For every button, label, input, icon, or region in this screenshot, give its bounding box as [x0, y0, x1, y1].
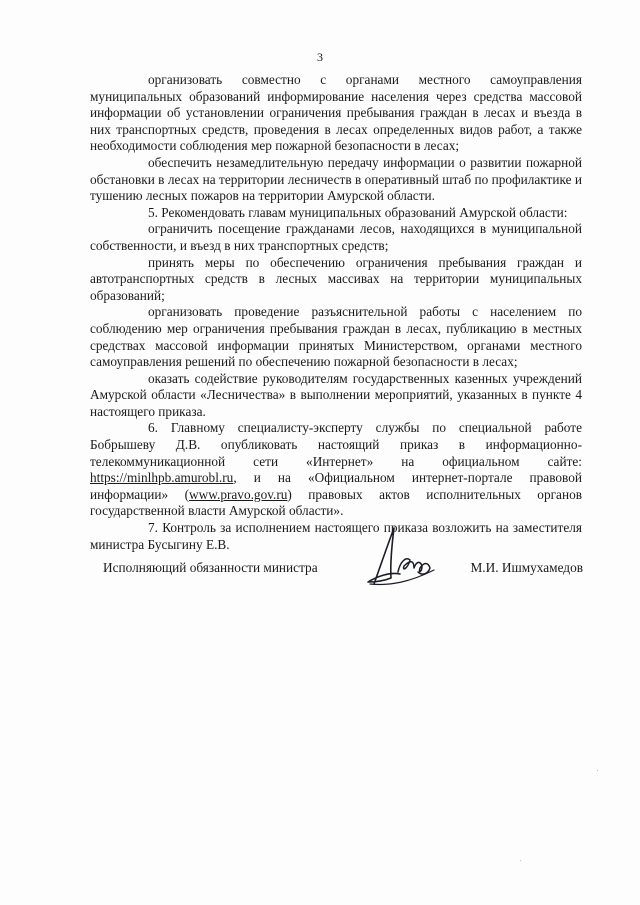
scan-speck [520, 860, 521, 861]
paragraph-6-text: ) правовых актов исполнительных органов государственной власти Амурской области». [90, 486, 582, 519]
paragraph-item-7: 7. Контроль за исполнением настоящего приказа возложить на заместителя министра Бусыгину Е.В. [90, 520, 582, 552]
scan-speck [597, 770, 598, 771]
paragraph-6-text: , и на «Официальном интернет-портале правовой информации» ( [90, 470, 582, 502]
page-number: 3 [317, 50, 323, 64]
ministry-site-link[interactable]: https://minlhpb.amurobl.ru [90, 470, 234, 486]
paragraph: обеспечить незамедлительную передачу информации о развитии пожарной обстановки в лесах на территории лесничеств в оперативный штаб по профилактике и тушению лесных пожаров на территории Амурской области. [90, 154, 582, 204]
paragraph: оказать содействие руководителям государственных казенных учреждений Амурской области «Лесничества» в выполнении мероприятий, указанных в пункте 4 настоящего приказа. [90, 370, 582, 419]
document-body [90, 72, 582, 553]
paragraph: ограничить посещение гражданами лесов, находящихся в муниципальной собственности, и въезд в них транспортных средств; [90, 221, 582, 253]
signature-block [103, 560, 583, 584]
pravo-portal-link[interactable]: www.pravo.gov.ru [189, 486, 288, 502]
paragraph-6-text: 6. Главному специалисту-эксперту службы по специальной работе Бобрышеву Д.В. опубликовать настоящий приказ в информационно-телекоммуникационной сети «Интернет» на официальном сайте: [90, 420, 582, 469]
paragraph: организовать проведение разъяснительной работы с населением по соблюдению мер ограничения пребывания граждан в лесах, публикацию в местных средствах массовой информации принятых Министерством, органами местного самоуправления решений по обеспечению пожарной безопасности в лесах; [90, 304, 582, 370]
paragraph: организовать совместно с органами местного самоуправления муниципальных образований информирование населения через средства массовой информации об установлении ограничения пребывания граждан в лесах и въезда в них транспортных средств, проведения в лесах определенных видов работ, а также необходимости соблюдения мер пожарной безопасности в лесах; [90, 72, 582, 154]
paragraph: принять меры по обеспечению ограничения пребывания граждан и автотранспортных средств в лесных массивах на территории муниципальных образований; [90, 254, 582, 303]
signatory-position: Исполняющий обязанности министра [103, 560, 318, 575]
paragraph-item-5: 5. Рекомендовать главам муниципальных образований Амурской области: [148, 204, 568, 220]
signatory-name: М.И. Ишмухамедов [470, 560, 583, 575]
paragraph-item-6 [90, 420, 582, 520]
